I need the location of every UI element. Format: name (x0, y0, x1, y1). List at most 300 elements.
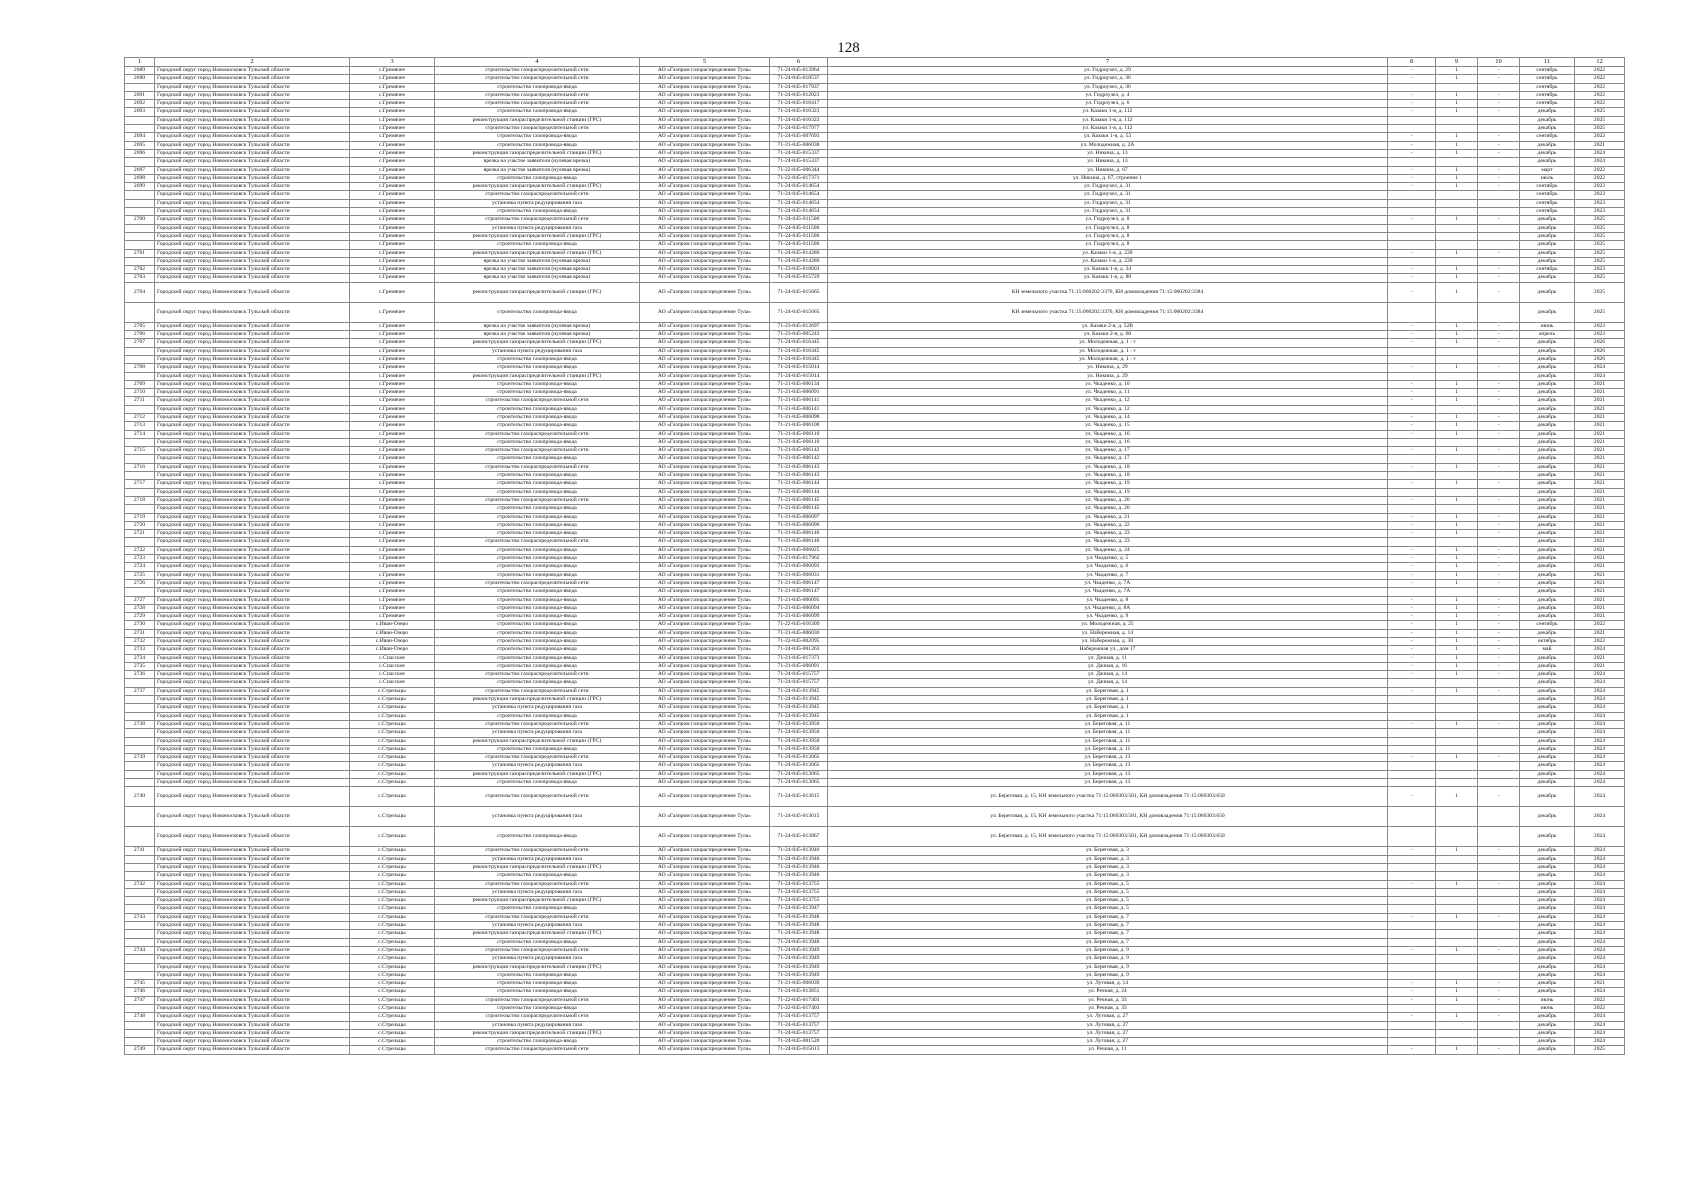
table-row (125, 963, 1625, 971)
cell-col-10: - (1478, 174, 1520, 182)
cell-work-type: строительство газопровода-ввода (435, 438, 640, 446)
cell-municipality: Городской округ город Новомосковск Тульской области (155, 754, 350, 762)
cell-row-number: 2712 (125, 413, 155, 421)
cell-settlement: с.Гремячее (350, 191, 435, 199)
cell-row-number: 2737 (125, 687, 155, 695)
cell-col-10 (1478, 897, 1520, 905)
cell-municipality: Городской округ город Новомосковск Тульской области (155, 249, 350, 257)
table-row (125, 770, 1625, 778)
cell-month: декабрь (1520, 149, 1575, 157)
cell-settlement: с.Гремячее (350, 249, 435, 257)
cell-row-number (125, 922, 155, 930)
cell-month: декабрь (1520, 472, 1575, 480)
cell-address: ул. Гидроузел, д. 31 (828, 183, 1388, 191)
cell-organization: АО «Газпром газораспределение Тула» (640, 555, 770, 563)
cell-year: 2024 (1575, 770, 1625, 778)
cell-municipality: Городской округ город Новомосковск Тульской области (155, 546, 350, 554)
cell-col-8 (1388, 199, 1436, 207)
cell-col-8: - (1388, 604, 1436, 612)
cell-year: 2021 (1575, 141, 1625, 149)
cell-application-number: 71-21-045-006143 (770, 463, 828, 471)
cell-municipality: Городской округ город Новомосковск Тульской области (155, 737, 350, 745)
cell-col-8 (1388, 679, 1436, 687)
cell-col-8: - (1388, 847, 1436, 855)
cell-col-8 (1388, 355, 1436, 363)
cell-work-type: строительство газораспределительной сети (435, 1013, 640, 1021)
cell-year: 2021 (1575, 629, 1625, 637)
cell-month: декабрь (1520, 302, 1575, 322)
cell-work-type: строительство газораспределительной сети (435, 787, 640, 807)
cell-municipality: Городской округ город Новомосковск Тульской области (155, 302, 350, 322)
cell-address: ул. Чкаденко, д. 17 (828, 455, 1388, 463)
cell-application-number: 71-24-045-013950 (770, 720, 828, 728)
cell-application-number: 71-24-045-013946 (770, 872, 828, 880)
cell-row-number: 2740 (125, 787, 155, 807)
cell-row-number: 2732 (125, 638, 155, 646)
cell-month: декабрь (1520, 712, 1575, 720)
cell-settlement: с.Гремячее (350, 241, 435, 249)
cell-year: 2021 (1575, 555, 1625, 563)
cell-work-type: строительство газопровода-ввода (435, 588, 640, 596)
cell-application-number: 71-24-045-012023 (770, 91, 828, 99)
cell-month: декабрь (1520, 872, 1575, 880)
cell-year: 2021 (1575, 488, 1625, 496)
cell-col-9: 1 (1436, 563, 1478, 571)
cell-col-10: - (1478, 629, 1520, 637)
table-row (125, 872, 1625, 880)
cell-row-number: 2726 (125, 579, 155, 587)
cell-year: 2021 (1575, 980, 1625, 988)
cell-address: ул. Береговая, д. 9 (828, 955, 1388, 963)
cell-organization: АО «Газпром газораспределение Тула» (640, 116, 770, 124)
cell-col-8 (1388, 770, 1436, 778)
cell-application-number: 71-24-045-013948 (770, 922, 828, 930)
cell-organization: АО «Газпром газораспределение Тула» (640, 216, 770, 224)
cell-municipality: Городской округ город Новомосковск Тульской области (155, 438, 350, 446)
cell-month: декабрь (1520, 779, 1575, 787)
cell-col-8 (1388, 232, 1436, 240)
cell-col-9: 1 (1436, 571, 1478, 579)
cell-month: декабрь (1520, 232, 1575, 240)
cell-organization: АО «Газпром газораспределение Тула» (640, 579, 770, 587)
cell-application-number: 71-21-045-006146 (770, 538, 828, 546)
cell-row-number (125, 938, 155, 946)
table-row (125, 880, 1625, 888)
cell-application-number: 71-21-045-006096 (770, 521, 828, 529)
cell-row-number (125, 224, 155, 232)
cell-col-10 (1478, 1038, 1520, 1046)
cell-col-10 (1478, 712, 1520, 720)
cell-col-8 (1388, 347, 1436, 355)
cell-address: ул. Береговая, д. 3 (828, 863, 1388, 871)
cell-application-number: 71-24-045-013945 (770, 696, 828, 704)
cell-year: 2021 (1575, 413, 1625, 421)
cell-organization: АО «Газпром газораспределение Тула» (640, 513, 770, 521)
cell-year: 2024 (1575, 847, 1625, 855)
cell-settlement: с.Гремячее (350, 100, 435, 108)
cell-address: ул. Береговая, д. 9 (828, 971, 1388, 979)
cell-col-8 (1388, 505, 1436, 513)
table-row (125, 447, 1625, 455)
cell-month: декабрь (1520, 521, 1575, 529)
cell-col-10: - (1478, 596, 1520, 604)
cell-col-10 (1478, 704, 1520, 712)
cell-settlement: с.Гремячее (350, 405, 435, 413)
cell-application-number: 71-24-045-013949 (770, 963, 828, 971)
cell-address: ул. Чкаденко, д. 7 (828, 571, 1388, 579)
cell-municipality: Городской округ город Новомосковск Тульской области (155, 463, 350, 471)
cell-settlement: с.Стрельцы (350, 955, 435, 963)
cell-col-8 (1388, 438, 1436, 446)
cell-organization: АО «Газпром газораспределение Тула» (640, 855, 770, 863)
cell-col-9 (1436, 1029, 1478, 1037)
table-row (125, 125, 1625, 133)
cell-month: декабрь (1520, 905, 1575, 913)
table-row (125, 364, 1625, 372)
cell-col-10: - (1478, 364, 1520, 372)
cell-address: ул. Чкаденко, д. 18 (828, 463, 1388, 471)
cell-organization: АО «Газпром газораспределение Тула» (640, 654, 770, 662)
cell-municipality: Городской округ город Новомосковск Тульской области (155, 779, 350, 787)
cell-row-number (125, 1029, 155, 1037)
cell-row-number: 2718 (125, 496, 155, 504)
cell-col-9: 1 (1436, 216, 1478, 224)
cell-col-8 (1388, 938, 1436, 946)
cell-col-10: - (1478, 397, 1520, 405)
cell-col-9 (1436, 302, 1478, 322)
cell-month: декабрь (1520, 930, 1575, 938)
cell-address: ул. Молодежная, д. 25 (828, 621, 1388, 629)
cell-col-9: 1 (1436, 671, 1478, 679)
cell-work-type: строительство газопровода-ввода (435, 355, 640, 363)
cell-row-number (125, 158, 155, 166)
cell-col-9: 1 (1436, 274, 1478, 282)
cell-month: декабрь (1520, 405, 1575, 413)
cell-year: 2024 (1575, 158, 1625, 166)
cell-settlement: с.Иван-Озеро (350, 638, 435, 646)
cell-address: ул. Чкаденко, д. 20 (828, 505, 1388, 513)
cell-organization: АО «Газпром газораспределение Тула» (640, 770, 770, 778)
cell-row-number (125, 827, 155, 847)
table-row (125, 745, 1625, 753)
cell-municipality: Городской округ город Новомосковск Тульской области (155, 257, 350, 265)
cell-work-type: строительство газопровода-ввода (435, 662, 640, 670)
cell-col-10 (1478, 158, 1520, 166)
column-header-10: 10 (1478, 58, 1520, 67)
cell-year: 2021 (1575, 662, 1625, 670)
table-row (125, 847, 1625, 855)
cell-address: ул. Чкаденко, д. 19 (828, 488, 1388, 496)
cell-application-number: 71-22-045-017403 (770, 996, 828, 1004)
cell-col-9: 1 (1436, 249, 1478, 257)
cell-col-10: - (1478, 579, 1520, 587)
cell-municipality: Городской округ город Новомосковск Тульской области (155, 855, 350, 863)
cell-application-number: 71-24-045-013757 (770, 1029, 828, 1037)
cell-month: июнь (1520, 996, 1575, 1004)
cell-row-number (125, 302, 155, 322)
cell-year: 2024 (1575, 149, 1625, 157)
cell-year: 2024 (1575, 679, 1625, 687)
cell-address: ул. Казаки 1-я, д. 112 (828, 125, 1388, 133)
cell-municipality: Городской округ город Новомосковск Тульской области (155, 847, 350, 855)
cell-work-type: строительство газораспределительной сети (435, 191, 640, 199)
cell-settlement: с.Стрельцы (350, 855, 435, 863)
cell-application-number: 71-24-045-013615 (770, 787, 828, 807)
cell-address: ул. Казаки 2-я, д. 60 (828, 331, 1388, 339)
cell-row-number: 2747 (125, 996, 155, 1004)
cell-settlement: с.Гремячее (350, 347, 435, 355)
cell-organization: АО «Газпром газораспределение Тула» (640, 174, 770, 182)
cell-col-9: 1 (1436, 754, 1478, 762)
cell-col-10 (1478, 827, 1520, 847)
cell-work-type: строительство газораспределительной сети (435, 463, 640, 471)
cell-col-8 (1388, 191, 1436, 199)
cell-application-number: 71-21-045-006142 (770, 447, 828, 455)
cell-settlement: с.Гремячее (350, 67, 435, 75)
cell-col-9 (1436, 745, 1478, 753)
cell-year: 2023 (1575, 191, 1625, 199)
cell-work-type: строительство газопровода-ввода (435, 546, 640, 554)
cell-month: сентябрь (1520, 100, 1575, 108)
cell-application-number: 71-24-045-013945 (770, 712, 828, 720)
cell-row-number: 2711 (125, 397, 155, 405)
cell-organization: АО «Газпром газораспределение Тула» (640, 438, 770, 446)
cell-col-9 (1436, 930, 1478, 938)
cell-address: ул. Чкаденко, д. 10 (828, 380, 1388, 388)
cell-col-9 (1436, 872, 1478, 880)
cell-col-10: - (1478, 108, 1520, 116)
cell-col-9 (1436, 208, 1478, 216)
cell-municipality: Городской округ город Новомосковск Тульской области (155, 166, 350, 174)
table-row (125, 905, 1625, 913)
cell-month: декабрь (1520, 108, 1575, 116)
cell-work-type: реконструкция газораспределительной станции (ГРС) (435, 372, 640, 380)
cell-application-number: 71-24-045-013947 (770, 905, 828, 913)
cell-col-10: - (1478, 380, 1520, 388)
cell-settlement: с.Спасское (350, 679, 435, 687)
cell-col-9 (1436, 863, 1478, 871)
cell-col-8 (1388, 971, 1436, 979)
cell-application-number: 71-24-045-013757 (770, 1021, 828, 1029)
cell-row-number: 2701 (125, 249, 155, 257)
cell-settlement: с.Гремячее (350, 380, 435, 388)
cell-settlement: с.Гремячее (350, 232, 435, 240)
cell-settlement: с.Гремячее (350, 422, 435, 430)
cell-col-10 (1478, 762, 1520, 770)
cell-municipality: Городской округ город Новомосковск Тульской области (155, 125, 350, 133)
cell-address: ул. Гидроузел, д. 31 (828, 191, 1388, 199)
cell-col-8 (1388, 729, 1436, 737)
cell-col-9: 1 (1436, 638, 1478, 646)
cell-work-type: врезка на участке заявителя (нулевая врезка) (435, 266, 640, 274)
cell-organization: АО «Газпром газораспределение Тула» (640, 191, 770, 199)
cell-organization: АО «Газпром газораспределение Тула» (640, 1021, 770, 1029)
cell-application-number: 71-24-045-013755 (770, 897, 828, 905)
cell-month: декабрь (1520, 671, 1575, 679)
cell-col-10: - (1478, 571, 1520, 579)
cell-municipality: Городской округ город Новомосковск Тульской области (155, 1004, 350, 1012)
cell-work-type: строительство газопровода-ввода (435, 488, 640, 496)
cell-settlement: с.Стрельцы (350, 980, 435, 988)
cell-col-8: - (1388, 571, 1436, 579)
cell-municipality: Городской округ город Новомосковск Тульской области (155, 133, 350, 141)
cell-municipality: Городской округ город Новомосковск Тульской области (155, 447, 350, 455)
cell-row-number (125, 779, 155, 787)
cell-work-type: строительство газораспределительной сети (435, 67, 640, 75)
cell-settlement: с.Стрельцы (350, 754, 435, 762)
cell-col-8 (1388, 488, 1436, 496)
cell-col-10: - (1478, 521, 1520, 529)
cell-address: ул. Чкаденко, д. 7А (828, 579, 1388, 587)
table-row (125, 266, 1625, 274)
cell-month: декабрь (1520, 546, 1575, 554)
cell-municipality: Городской округ город Новомосковск Тульской области (155, 530, 350, 538)
cell-work-type: строительство газопровода-ввода (435, 596, 640, 604)
cell-year: 2021 (1575, 389, 1625, 397)
cell-month: декабрь (1520, 158, 1575, 166)
table-row (125, 430, 1625, 438)
cell-application-number: 71-24-045-014654 (770, 191, 828, 199)
cell-application-number: 71-24-045-013946 (770, 847, 828, 855)
cell-address: ул. Казаки 1-я, д. 22б (828, 257, 1388, 265)
cell-month: декабрь (1520, 347, 1575, 355)
cell-settlement: с.Стрельцы (350, 971, 435, 979)
cell-application-number: 71-23-045-013697 (770, 322, 828, 330)
cell-col-8: - (1388, 282, 1436, 302)
cell-municipality: Городской округ город Новомосковск Тульской области (155, 1013, 350, 1021)
cell-settlement: с.Стрельцы (350, 1046, 435, 1054)
cell-address: ул. Гидроузел, д. 8 (828, 224, 1388, 232)
cell-settlement: с.Гремячее (350, 364, 435, 372)
cell-year: 2021 (1575, 472, 1625, 480)
cell-col-10 (1478, 971, 1520, 979)
cell-col-9: 1 (1436, 513, 1478, 521)
cell-address: КН земельного участка 71:15:060202:3376, КН домовладения 71:15:060202:3384 (828, 282, 1388, 302)
cell-col-9 (1436, 905, 1478, 913)
cell-col-9 (1436, 347, 1478, 355)
cell-work-type: реконструкция газораспределительной станции (ГРС) (435, 1029, 640, 1037)
cell-municipality: Городской округ город Новомосковск Тульской области (155, 372, 350, 380)
cell-settlement: с.Гремячее (350, 505, 435, 513)
cell-col-9: 1 (1436, 174, 1478, 182)
cell-col-10 (1478, 438, 1520, 446)
cell-col-10: - (1478, 1046, 1520, 1054)
cell-col-9 (1436, 538, 1478, 546)
table-row (125, 438, 1625, 446)
table-row (125, 946, 1625, 954)
table-row (125, 116, 1625, 124)
cell-address: ул. Чкаденко, д. 7А (828, 588, 1388, 596)
cell-organization: АО «Газпром газораспределение Тула» (640, 754, 770, 762)
cell-work-type: строительство газораспределительной сети (435, 847, 640, 855)
cell-year: 2024 (1575, 988, 1625, 996)
cell-col-8: - (1388, 996, 1436, 1004)
cell-month: май (1520, 646, 1575, 654)
cell-settlement: с.Стрельцы (350, 704, 435, 712)
cell-municipality: Городской округ город Новомосковск Тульской области (155, 963, 350, 971)
table-row (125, 380, 1625, 388)
cell-year: 2025 (1575, 116, 1625, 124)
table-row (125, 737, 1625, 745)
cell-month: декабрь (1520, 571, 1575, 579)
cell-organization: АО «Газпром газораспределение Тула» (640, 629, 770, 637)
cell-municipality: Городской округ город Новомосковск Тульской области (155, 604, 350, 612)
cell-row-number (125, 505, 155, 513)
cell-organization: АО «Газпром газораспределение Тула» (640, 737, 770, 745)
cell-year: 2021 (1575, 480, 1625, 488)
cell-address: ул. Чкаденко, д. 5 (828, 555, 1388, 563)
cell-application-number: 71-24-045-016323 (770, 116, 828, 124)
table-row (125, 505, 1625, 513)
cell-col-9: 1 (1436, 480, 1478, 488)
cell-col-10: - (1478, 149, 1520, 157)
cell-col-8: - (1388, 530, 1436, 538)
cell-municipality: Городской округ город Новомосковск Тульской области (155, 274, 350, 282)
cell-col-8 (1388, 827, 1436, 847)
cell-row-number (125, 807, 155, 827)
cell-col-10: - (1478, 141, 1520, 149)
cell-year: 2024 (1575, 754, 1625, 762)
cell-col-9 (1436, 955, 1478, 963)
cell-col-9 (1436, 779, 1478, 787)
cell-month: декабрь (1520, 888, 1575, 896)
cell-work-type: строительство газопровода-ввода (435, 422, 640, 430)
table-row (125, 108, 1625, 116)
cell-settlement: с.Стрельцы (350, 720, 435, 728)
cell-month: апрель (1520, 331, 1575, 339)
cell-month: сентябрь (1520, 183, 1575, 191)
cell-month: декабрь (1520, 249, 1575, 257)
cell-month: декабрь (1520, 913, 1575, 921)
cell-col-10: - (1478, 996, 1520, 1004)
cell-municipality: Городской округ город Новомосковск Тульской области (155, 613, 350, 621)
table-row (125, 355, 1625, 363)
cell-municipality: Городской округ город Новомосковск Тульской области (155, 946, 350, 954)
cell-col-9 (1436, 116, 1478, 124)
cell-organization: АО «Газпром газораспределение Тула» (640, 922, 770, 930)
cell-month: июнь (1520, 322, 1575, 330)
table-row (125, 530, 1625, 538)
cell-application-number: 71-24-045-015757 (770, 671, 828, 679)
cell-settlement: с.Гремячее (350, 613, 435, 621)
cell-work-type: реконструкция газораспределительной станции (ГРС) (435, 116, 640, 124)
cell-organization: АО «Газпром газораспределение Тула» (640, 91, 770, 99)
cell-col-10: - (1478, 331, 1520, 339)
cell-col-10 (1478, 125, 1520, 133)
cell-month: декабрь (1520, 980, 1575, 988)
cell-organization: АО «Газпром газораспределение Тула» (640, 141, 770, 149)
cell-row-number (125, 905, 155, 913)
cell-year: 2024 (1575, 905, 1625, 913)
cell-address: ул. Речная, д. 11 (828, 1046, 1388, 1054)
cell-work-type: реконструкция газораспределительной станции (ГРС) (435, 249, 640, 257)
cell-month: декабрь (1520, 282, 1575, 302)
cell-month: декабрь (1520, 687, 1575, 695)
cell-year: 2024 (1575, 729, 1625, 737)
cell-row-number (125, 438, 155, 446)
cell-year: 2023 (1575, 208, 1625, 216)
cell-month: декабрь (1520, 397, 1575, 405)
cell-settlement: с.Гремячее (350, 266, 435, 274)
cell-address: ул. Казаки 1-я, д. 80 (828, 274, 1388, 282)
cell-col-8 (1388, 1029, 1436, 1037)
cell-col-10 (1478, 505, 1520, 513)
cell-work-type: строительство газопровода-ввода (435, 971, 640, 979)
cell-settlement: с.Гремячее (350, 397, 435, 405)
cell-row-number: 2730 (125, 621, 155, 629)
cell-settlement: с.Стрельцы (350, 930, 435, 938)
cell-col-10: - (1478, 430, 1520, 438)
